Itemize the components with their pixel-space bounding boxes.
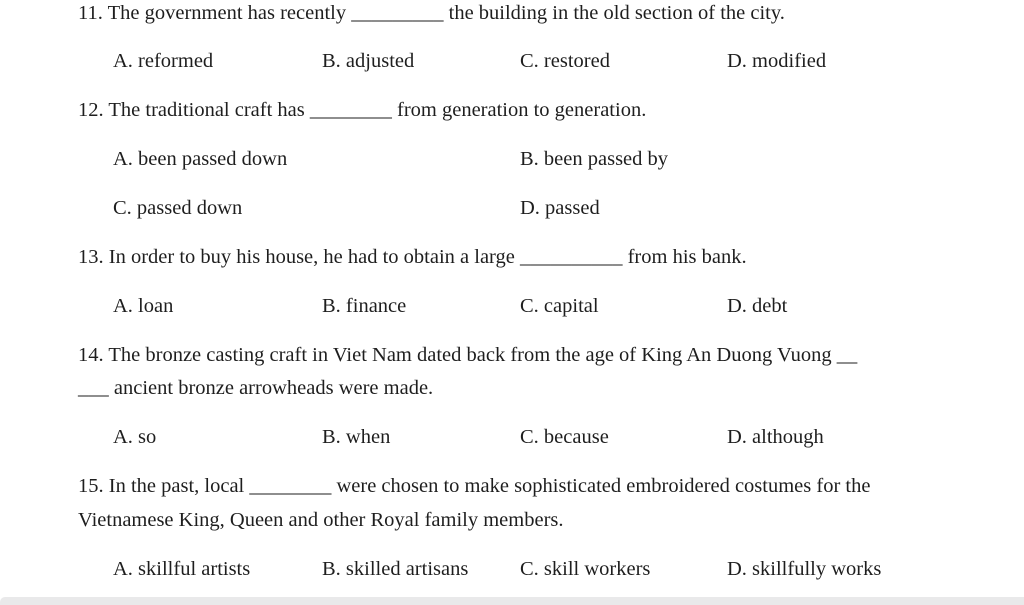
question-15-option-a: A. skillful artists (113, 558, 251, 580)
question-13-option-c: C. capital (520, 295, 599, 317)
question-12-option-b: B. been passed by (520, 148, 669, 170)
question-14-options (0, 425, 1024, 449)
question-12-options-row-1 (0, 147, 1024, 171)
question-11-option-d: D. modified (727, 50, 827, 72)
question-15-option-d: D. skillfully works (727, 558, 882, 580)
question-12-option-c: C. passed down (113, 197, 243, 219)
question-11-text: 11. The government has recently _________ the building in the old section of the city. (78, 2, 785, 24)
question-14-option-a: A. so (113, 426, 157, 448)
question-14-option-d: D. although (727, 426, 824, 448)
question-13-option-d: D. debt (727, 295, 788, 317)
question-12-text: 12. The traditional craft has ________ from generation to generation. (78, 99, 647, 121)
question-11-options (0, 49, 1024, 73)
question-14-option-b: B. when (322, 426, 391, 448)
question-11-option-a: A. reformed (113, 50, 214, 72)
question-13-options (0, 294, 1024, 318)
question-11-option-b: B. adjusted (322, 50, 415, 72)
question-13-option-b: B. finance (322, 295, 407, 317)
page-bottom-edge (0, 597, 1024, 605)
question-12-options-row-2 (0, 196, 1024, 220)
question-15-text-line-2: Vietnamese King, Queen and other Royal family members. (78, 509, 564, 531)
question-14-text-line-1: 14. The bronze casting craft in Viet Nam dated back from the age of King An Duong Vuong __ (78, 344, 858, 366)
question-15-options (0, 557, 1024, 581)
question-12-option-a: A. been passed down (113, 148, 288, 170)
question-14-option-c: C. because (520, 426, 609, 448)
question-15-option-c: C. skill workers (520, 558, 651, 580)
question-15-text-line-1: 15. In the past, local ________ were chosen to make sophisticated embroidered costumes for the (78, 475, 871, 497)
question-13-option-a: A. loan (113, 295, 174, 317)
question-13-text: 13. In order to buy his house, he had to obtain a large __________ from his bank. (78, 246, 747, 268)
question-14-text-line-2: ___ ancient bronze arrowheads were made. (78, 377, 434, 399)
question-11-option-c: C. restored (520, 50, 610, 72)
question-15-option-b: B. skilled artisans (322, 558, 469, 580)
question-12-option-d: D. passed (520, 197, 600, 219)
